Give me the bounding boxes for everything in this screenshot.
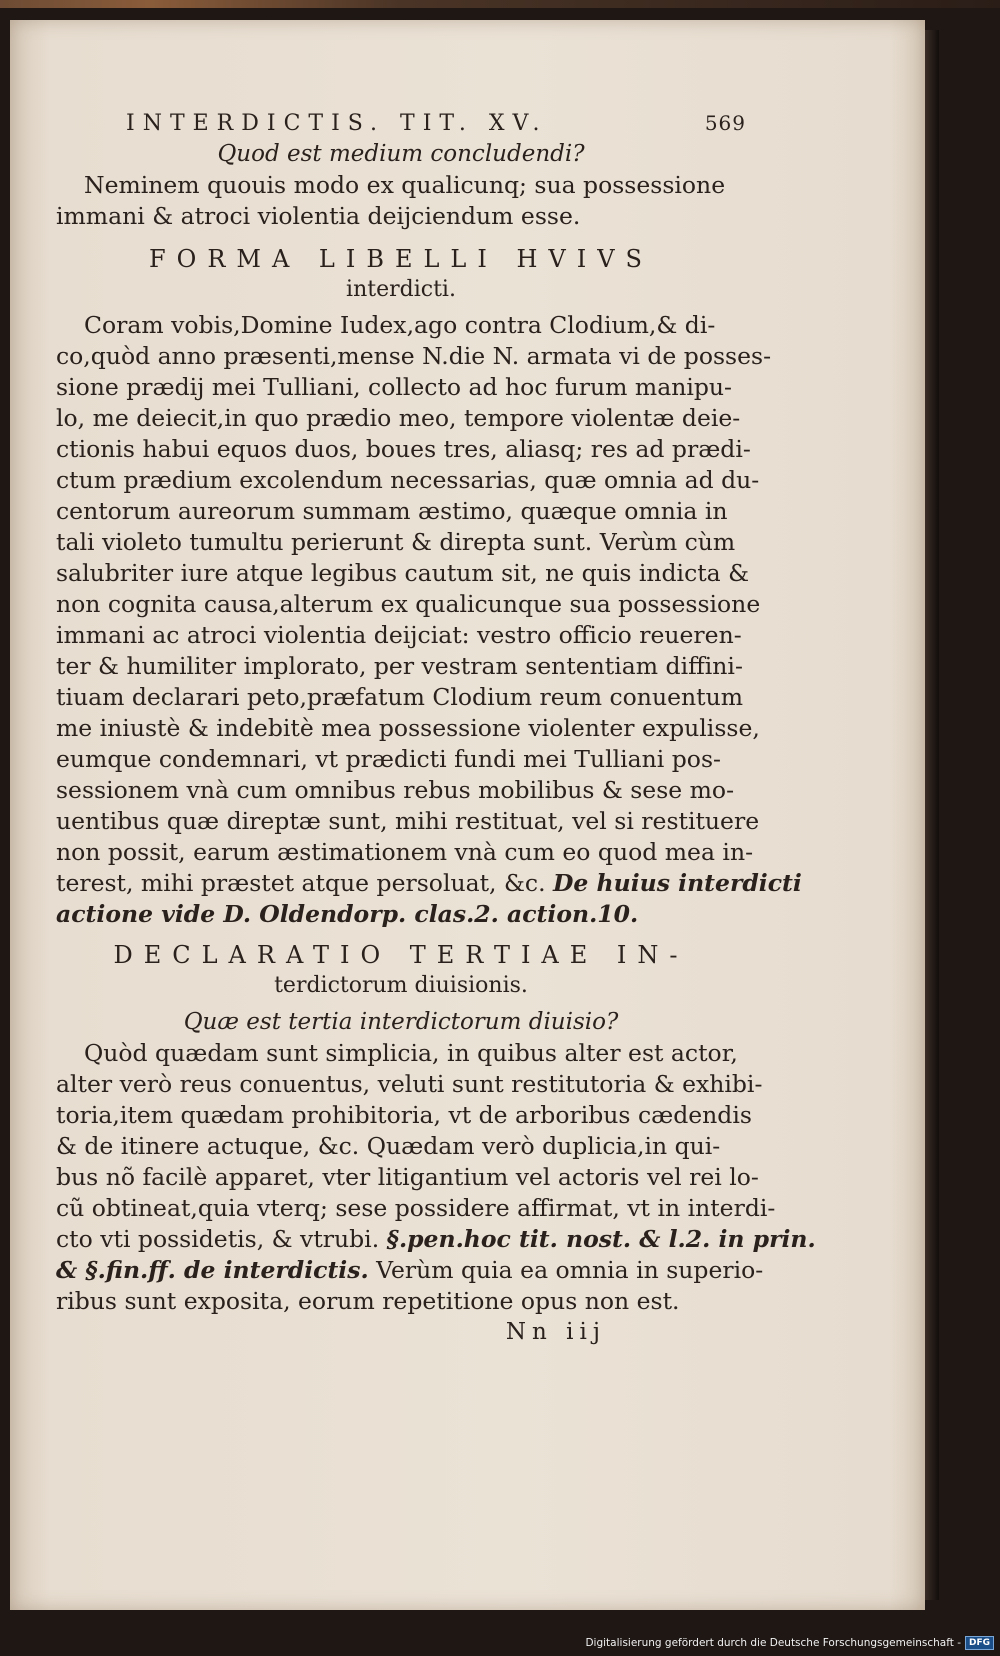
section-heading-forma-sub: interdicti.	[346, 277, 456, 302]
body-text: Verùm quia ea omnia in superio-	[376, 1256, 764, 1284]
text-block	[56, 108, 816, 1347]
citation: §.pen.hoc tit. nost. & l.2. in prin.	[386, 1225, 816, 1253]
digitization-footer	[585, 1636, 994, 1650]
body-line: Coram vobis,Domine Iudex,ago contra Clodium,& di-	[84, 311, 716, 339]
body-line: lo, me deiecit,in quo prædio meo, tempore violentæ deie-	[56, 404, 741, 432]
section-heading-declaratio-sub: terdictorum diuisionis.	[274, 973, 528, 998]
body-line-with-cite	[56, 1255, 764, 1286]
page-edge-shadow	[925, 30, 939, 1600]
section-heading-declaratio: DECLARATIO TERTIAE IN-	[113, 941, 689, 969]
body-line: sione prædij mei Tulliani, collecto ad hoc furum manipu-	[56, 373, 732, 401]
body-line-with-cite	[56, 868, 802, 899]
body-line: immani ac atroci violentia deijciat: vestro officio reueren-	[56, 621, 742, 649]
body-line: co,quòd anno præsenti,mense N.die N. armata vi de posses-	[56, 342, 772, 370]
footer-credit: Digitalisierung gefördert durch die Deutsche Forschungsgemeinschaft -	[585, 1637, 961, 1649]
question-1: Quod est medium concludendi?	[217, 141, 585, 167]
libellus-body	[56, 310, 802, 930]
body-line: bus nõ facilè apparet, vter litigantium vel actoris vel rei lo-	[56, 1163, 759, 1191]
body-line: ter & humiliter implorato, per vestram sententiam diffini-	[56, 652, 743, 680]
body-line: tali violeto tumultu perierunt & direpta sunt. Verùm cùm	[56, 528, 736, 556]
body-text: terest, mihi præstet atque persoluat, &c.	[56, 869, 546, 897]
body-line: ctum prædium excolendum necessarias, quæ omnia ad du-	[56, 466, 760, 494]
catchword-signature: Nn iij	[505, 1319, 606, 1345]
citation: De huius interdicti	[553, 869, 802, 897]
dfg-logo-icon: DFG	[965, 1636, 994, 1650]
citation: & §.fin.ff. de interdictis.	[56, 1256, 369, 1284]
body-line: non possit, earum æstimationem vnà cum eo quod mea in-	[56, 838, 754, 866]
book-page	[10, 20, 925, 1610]
body-line: Quòd quædam sunt simplicia, in quibus alter est actor,	[84, 1039, 738, 1067]
answer-1-line: Neminem quouis modo ex qualicunq; sua possessione	[84, 171, 726, 199]
body-line: ctionis habui equos duos, boues tres, aliasq; res ad prædi-	[56, 435, 751, 463]
body-line: non cognita causa,alterum ex qualicunque sua possessione	[56, 590, 761, 618]
answer-2-body	[56, 1038, 816, 1317]
body-text: cto vti possidetis, & vtrubi.	[56, 1225, 380, 1253]
question-2: Quæ est tertia interdictorum diuisio?	[183, 1009, 619, 1035]
body-line: centorum aureorum summam æstimo, quæque omnia in	[56, 497, 728, 525]
body-line: uentibus quæ direptæ sunt, mihi restituat, vel si restituere	[56, 807, 760, 835]
body-line: ribus sunt exposita, eorum repetitione opus non est.	[56, 1287, 680, 1315]
body-line: toria,item quædam prohibitoria, vt de arboribus cædendis	[56, 1101, 752, 1129]
running-head-title: INTERDICTIS. TIT. XV.	[126, 111, 548, 136]
folio-number: 569	[704, 111, 746, 135]
section-heading-forma: FORMA LIBELLI HVIVS	[148, 245, 653, 273]
citation-line: actione vide D. Oldendorp. clas.2. action.10.	[56, 900, 639, 928]
answer-1-line: immani & atroci violentia deijciendum esse.	[56, 202, 581, 230]
body-line: cũ obtineat,quia vterq; sese possidere affirmat, vt in interdi-	[56, 1194, 776, 1222]
body-line: alter verò reus conuentus, veluti sunt restitutoria & exhibi-	[56, 1070, 763, 1098]
running-head	[56, 108, 746, 138]
body-line: & de itinere actuque, &c. Quædam verò duplicia,in qui-	[56, 1132, 721, 1160]
body-line: salubriter iure atque legibus cautum sit, ne quis indicta &	[56, 559, 750, 587]
body-line: eumque condemnari, vt prædicti fundi mei Tulliani pos-	[56, 745, 721, 773]
scan-border-top	[0, 0, 1000, 8]
body-line: sessionem vnà cum omnibus rebus mobilibus & sese mo-	[56, 776, 735, 804]
body-line: tiuam declarari peto,præfatum Clodium reum conuentum	[56, 683, 743, 711]
body-line: me iniustè & indebitè mea possessione violenter expulisse,	[56, 714, 760, 742]
answer-1	[56, 170, 746, 232]
body-line-with-cite	[56, 1224, 816, 1255]
